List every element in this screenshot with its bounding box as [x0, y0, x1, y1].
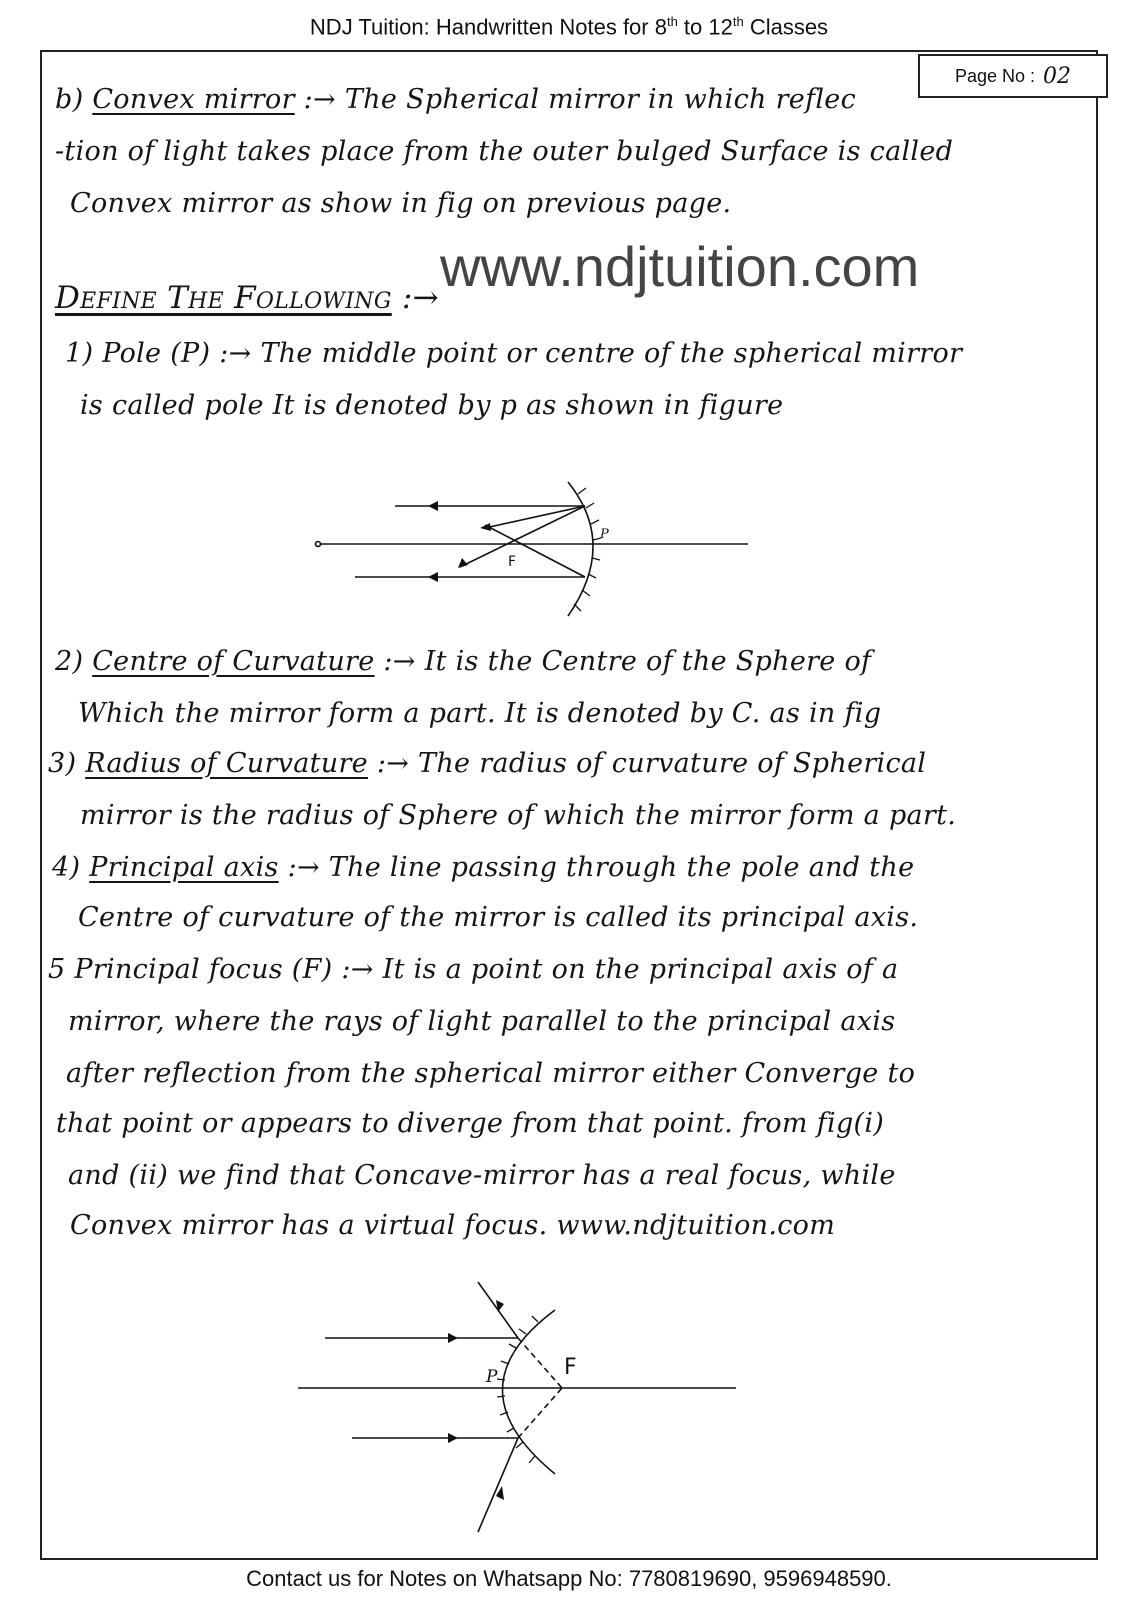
- fig2-focus-label: F: [564, 1355, 577, 1380]
- principal-axis-line-2: Centre of curvature of the mirror is called its principal axis.: [78, 902, 919, 933]
- page-footer: Contact us for Notes on Whatsapp No: 7780819690, 9596948590.: [246, 1566, 892, 1591]
- page-number-box: [918, 54, 1108, 98]
- convex-line-1: b) Convex mirror :→ The Spherical mirror in which reflec: [55, 84, 857, 115]
- radius-line-1: 3) Radius of Curvature :→ The radius of curvature of Spherical: [48, 748, 927, 779]
- define-heading: Define The Following :→: [55, 280, 439, 316]
- principal-axis-line-1: 4) Principal axis :→ The line passing through the pole and the: [52, 852, 915, 883]
- page-number-value: 02: [1043, 63, 1072, 89]
- principal-focus-line-2: mirror, where the rays of light parallel to the principal axis: [68, 1006, 896, 1037]
- principal-focus-line-3: after reflection from the spherical mirror either Converge to: [66, 1058, 916, 1089]
- pole-line-1: 1) Pole (P) :→ The middle point or centre of the spherical mirror: [65, 338, 963, 369]
- convex-term: Convex mirror: [92, 84, 295, 115]
- principal-focus-line-1: 5 Principal focus (F) :→ It is a point on the principal axis of a: [48, 954, 899, 985]
- centre-line-2: Which the mirror form a part. It is denoted by C. as in fig: [78, 698, 882, 729]
- fig1-pole-label: P: [600, 527, 609, 542]
- radius-line-2: mirror is the radius of Sphere of which the mirror form a part.: [80, 800, 957, 831]
- page-header: NDJ Tuition: Handwritten Notes for 8th to 12th Classes: [309, 14, 829, 40]
- radius-term: Radius of Curvature: [85, 748, 368, 779]
- page-number-label: Page No :: [954, 65, 1036, 86]
- figure-convex-mirror: [290, 1270, 770, 1550]
- principal-focus-line-5: and (ii) we find that Concave-mirror has a real focus, while: [68, 1160, 896, 1191]
- centre-term: Centre of Curvature: [92, 646, 375, 677]
- figure-concave-mirror: [300, 470, 800, 630]
- centre-line-1: 2) Centre of Curvature :→ It is the Centre of the Sphere of: [55, 646, 872, 677]
- principal-focus-line-4: that point or appears to diverge from that point. from fig(i): [56, 1108, 885, 1139]
- principal-focus-line-6: Convex mirror has a virtual focus. www.ndjtuition.com: [70, 1210, 836, 1241]
- fig1-focus-label: F: [508, 554, 517, 570]
- fig2-pole-label: P: [486, 1367, 498, 1387]
- principal-axis-term: Principal axis: [89, 852, 279, 883]
- pole-line-2: is called pole It is denoted by p as shown in figure: [80, 390, 784, 421]
- watermark: www.ndjtuition.com: [440, 235, 920, 298]
- convex-line-3: Convex mirror as show in fig on previous page.: [70, 188, 732, 219]
- convex-line-2: -tion of light takes place from the outer bulged Surface is called: [55, 136, 954, 167]
